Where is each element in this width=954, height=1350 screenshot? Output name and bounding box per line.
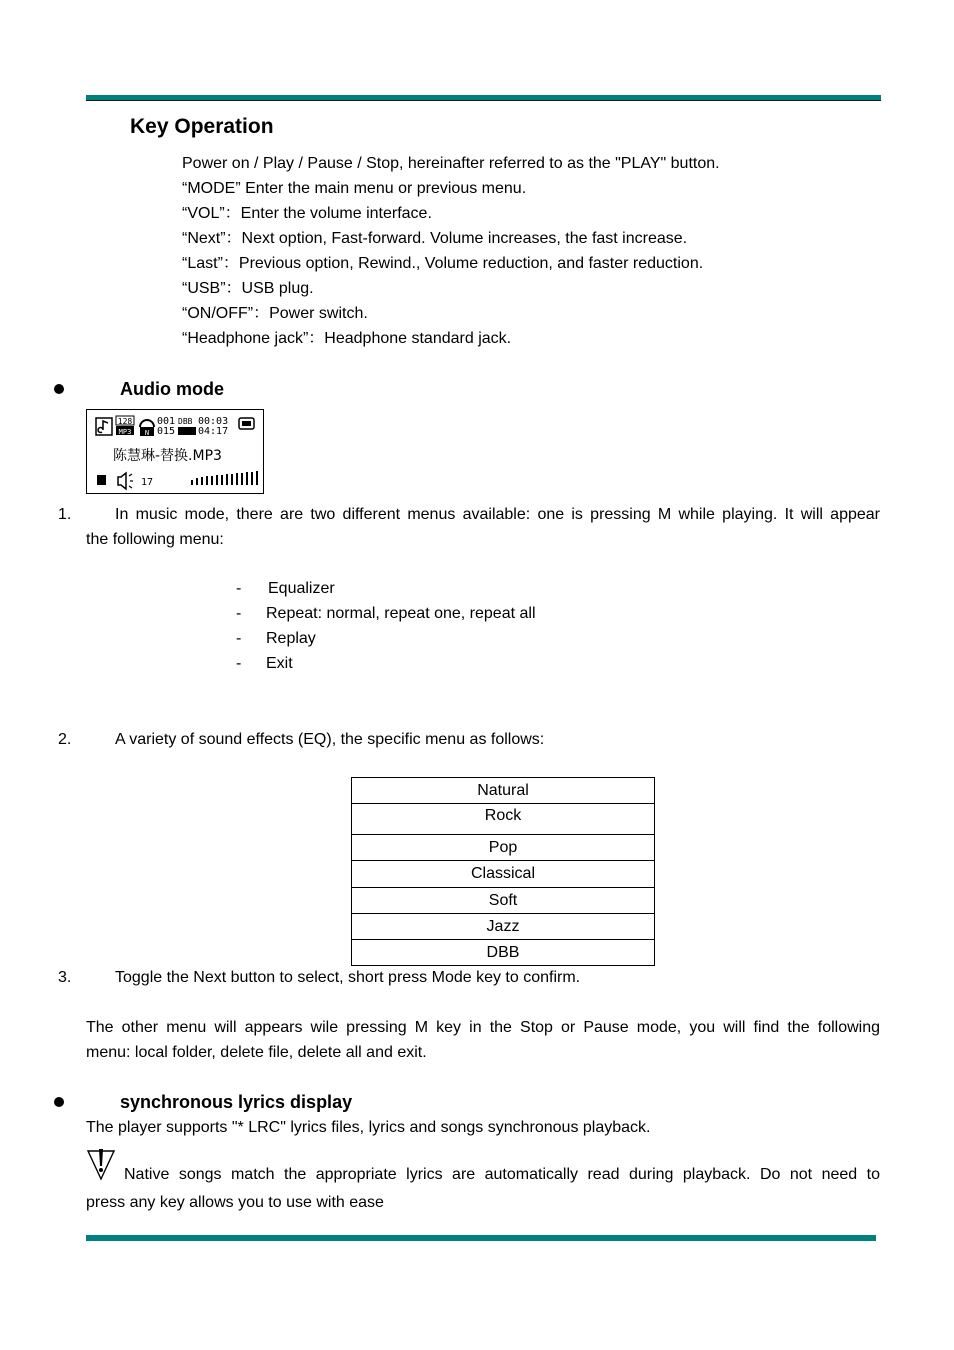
key-operation-list <box>182 153 720 353</box>
battery-icon <box>239 418 254 429</box>
stop-icon <box>97 475 106 485</box>
note-icon <box>86 1147 116 1186</box>
item-1-number: 1. <box>58 506 72 523</box>
svg-text:N: N <box>144 429 150 437</box>
item-3-number: 3. <box>58 969 72 986</box>
key-line-headphone: “Headphone jack”：Headphone standard jack. <box>182 330 512 347</box>
item-2-text: A variety of sound effects (EQ), the specific menu as follows: <box>115 731 545 748</box>
other-menu-text: The other menu will appears wile pressing M key in the Stop or Pause mode, you will find the following <box>86 1019 880 1036</box>
elapsed-time: 00:03 <box>198 416 229 427</box>
svg-text:128: 128 <box>117 417 133 426</box>
song-title: 陈慧琳-替换.MP3 <box>113 448 222 464</box>
lyrics-text: The player supports "* LRC" lyrics files, lyrics and songs synchronous playback. <box>86 1119 651 1136</box>
eq-options-table <box>351 777 655 966</box>
duration-time: 04:17 <box>198 426 229 437</box>
table-row: Natural <box>352 778 655 804</box>
key-line-next: “Next”：Next option, Fast-forward. Volume increases, the fast increase. <box>182 230 688 247</box>
music-note-icon <box>96 418 112 435</box>
item-2-number: 2. <box>58 731 72 748</box>
key-line-usb: “USB”：USB plug. <box>182 280 314 297</box>
player-screen <box>86 409 264 494</box>
table-row: Jazz <box>352 914 655 940</box>
table-row: Classical <box>352 861 655 888</box>
level-bars-icon <box>191 471 258 485</box>
item-3-text: Toggle the Next button to select, short press Mode key to confirm. <box>115 969 581 986</box>
volume-level: 17 <box>141 477 154 488</box>
lyrics-note-text: Native songs match the appropriate lyrics are automatically read during playback. Do not need to <box>124 1166 880 1183</box>
track-total: 015 <box>157 426 176 437</box>
track-number: 001 <box>157 416 176 427</box>
key-line-mode: “MODE” Enter the main menu or previous menu. <box>182 180 527 197</box>
repeat-icon <box>140 420 154 437</box>
item-1-text: In music mode, there are two different menus available: one is pressing M while playing. It will appear <box>115 506 880 523</box>
header-rule-line <box>86 100 881 101</box>
footer-rule <box>86 1235 876 1241</box>
table-row: Rock <box>352 804 655 835</box>
eq-label: DBB <box>178 417 193 426</box>
audio-mode-heading: Audio mode <box>120 379 224 399</box>
lyrics-note-text-cont: press any key allows you to use with ease <box>86 1194 384 1211</box>
table-row: DBB <box>352 940 655 966</box>
key-line-vol: “VOL”：Enter the volume interface. <box>182 205 432 222</box>
item-1-text-cont: the following menu: <box>86 531 224 548</box>
lyrics-heading: synchronous lyrics display <box>120 1092 353 1112</box>
key-line-onoff: “ON/OFF”：Power switch. <box>182 305 368 322</box>
key-operation-heading: Key Operation <box>130 115 274 138</box>
other-menu-text-cont: menu: local folder, delete file, delete all and exit. <box>86 1044 427 1061</box>
table-row: Pop <box>352 835 655 861</box>
eq-bars-icon <box>178 427 196 435</box>
speaker-icon <box>118 473 133 489</box>
bullet-icon <box>54 1097 64 1107</box>
key-line-play: Power on / Play / Pause / Stop, hereinafter referred to as the "PLAY" button. <box>182 155 720 172</box>
bitrate-badge <box>116 416 134 436</box>
svg-text:MP3: MP3 <box>118 428 132 436</box>
table-row: Soft <box>352 888 655 914</box>
bullet-icon <box>54 384 64 394</box>
key-line-last: “Last”：Previous option, Rewind., Volume reduction, and faster reduction. <box>182 255 704 272</box>
